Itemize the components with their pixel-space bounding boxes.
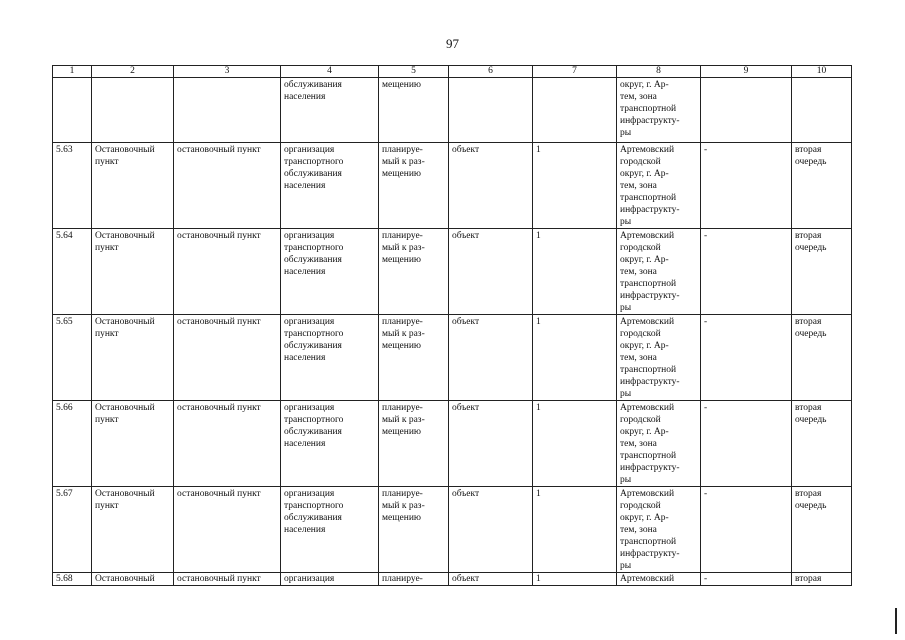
table-cell: объект	[449, 315, 533, 401]
table-cell: вторая очередь	[792, 315, 852, 401]
table-cell: -	[701, 401, 792, 487]
table-cell	[92, 78, 174, 143]
margin-mark	[895, 608, 897, 634]
table-row	[53, 229, 852, 315]
table-cell: 5.68	[53, 573, 92, 586]
table-cell: Артемовский городской округ, г. Ар- тем, зона транспортной инфраструкту- ры	[617, 401, 701, 487]
table-cell: Остановочный пункт	[92, 401, 174, 487]
table-cell: организация транспортного обслуживания населения	[281, 487, 379, 573]
table-cell: Артемовский городской округ, г. Ар- тем, зона транспортной инфраструкту- ры	[617, 229, 701, 315]
table-row	[53, 143, 852, 229]
table-cell: Артемовский городской округ, г. Ар- тем, зона транспортной инфраструкту- ры	[617, 143, 701, 229]
table-cell: 5.67	[53, 487, 92, 573]
table-cell: остановочный пункт	[174, 487, 281, 573]
table-cell: Артемовский	[617, 573, 701, 586]
header-cell: 10	[792, 66, 852, 78]
header-cell: 3	[174, 66, 281, 78]
table-cell: остановочный пункт	[174, 401, 281, 487]
table-cell: Остановочный	[92, 573, 174, 586]
table-cell: 1	[533, 143, 617, 229]
header-cell: 4	[281, 66, 379, 78]
table-cell: планируе- мый к раз- мещению	[379, 229, 449, 315]
table-cell: Остановочный пункт	[92, 143, 174, 229]
table-cell: 1	[533, 401, 617, 487]
table-cell: Артемовский городской округ, г. Ар- тем, зона транспортной инфраструкту- ры	[617, 487, 701, 573]
table-cell	[792, 78, 852, 143]
table-cell	[533, 78, 617, 143]
table-cell: планируе- мый к раз- мещению	[379, 143, 449, 229]
table-row-continued	[53, 78, 852, 143]
page-number: 97	[446, 36, 459, 51]
table-cell: Артемовский городской округ, г. Ар- тем, зона транспортной инфраструкту- ры	[617, 315, 701, 401]
table-cell: мещению	[379, 78, 449, 143]
table-cell: организация транспортного обслуживания населения	[281, 143, 379, 229]
table-cell: -	[701, 487, 792, 573]
header-cell: 5	[379, 66, 449, 78]
table-cell: планируе- мый к раз- мещению	[379, 315, 449, 401]
table-cell: объект	[449, 573, 533, 586]
header-row	[53, 66, 852, 78]
table-cell	[701, 78, 792, 143]
table-cell: 1	[533, 229, 617, 315]
table-cell: объект	[449, 401, 533, 487]
table-cell: остановочный пункт	[174, 573, 281, 586]
data-table	[52, 65, 852, 586]
header-cell: 6	[449, 66, 533, 78]
table-cell: Остановочный пункт	[92, 229, 174, 315]
table-cell: округ, г. Ар- тем, зона транспортной инфраструкту- ры	[617, 78, 701, 143]
table-cell: -	[701, 143, 792, 229]
table-cell: -	[701, 315, 792, 401]
table-cell: организация транспортного обслуживания населения	[281, 401, 379, 487]
table-cell: 1	[533, 487, 617, 573]
table-cell: остановочный пункт	[174, 143, 281, 229]
table-cell: 1	[533, 573, 617, 586]
table-cell: остановочный пункт	[174, 229, 281, 315]
table-cell: организация	[281, 573, 379, 586]
table-cell: 5.66	[53, 401, 92, 487]
table-cell: 5.63	[53, 143, 92, 229]
table-cell: 5.65	[53, 315, 92, 401]
table-row-cut	[53, 573, 852, 586]
table-cell: планируе- мый к раз- мещению	[379, 401, 449, 487]
table-cell: остановочный пункт	[174, 315, 281, 401]
table-cell: планируе- мый к раз- мещению	[379, 487, 449, 573]
table-cell: объект	[449, 487, 533, 573]
table-cell: Остановочный пункт	[92, 315, 174, 401]
table-cell: Остановочный пункт	[92, 487, 174, 573]
table-cell: вторая очередь	[792, 143, 852, 229]
table-cell: объект	[449, 229, 533, 315]
table-cell: планируе-	[379, 573, 449, 586]
table-cell	[53, 78, 92, 143]
table-row	[53, 487, 852, 573]
table-row	[53, 315, 852, 401]
table-cell: 1	[533, 315, 617, 401]
table-cell: -	[701, 573, 792, 586]
table-cell: организация транспортного обслуживания населения	[281, 229, 379, 315]
table-cell: организация транспортного обслуживания населения	[281, 315, 379, 401]
table-cell	[174, 78, 281, 143]
header-cell: 9	[701, 66, 792, 78]
table-cell: вторая	[792, 573, 852, 586]
table-row	[53, 401, 852, 487]
table-cell	[449, 78, 533, 143]
table-cell: вторая очередь	[792, 487, 852, 573]
table-cell: обслуживания населения	[281, 78, 379, 143]
header-cell: 7	[533, 66, 617, 78]
table-cell: 5.64	[53, 229, 92, 315]
table-cell: -	[701, 229, 792, 315]
header-cell: 2	[92, 66, 174, 78]
table-cell: вторая очередь	[792, 401, 852, 487]
table-cell: объект	[449, 143, 533, 229]
table-cell: вторая очередь	[792, 229, 852, 315]
header-cell: 1	[53, 66, 92, 78]
header-cell: 8	[617, 66, 701, 78]
